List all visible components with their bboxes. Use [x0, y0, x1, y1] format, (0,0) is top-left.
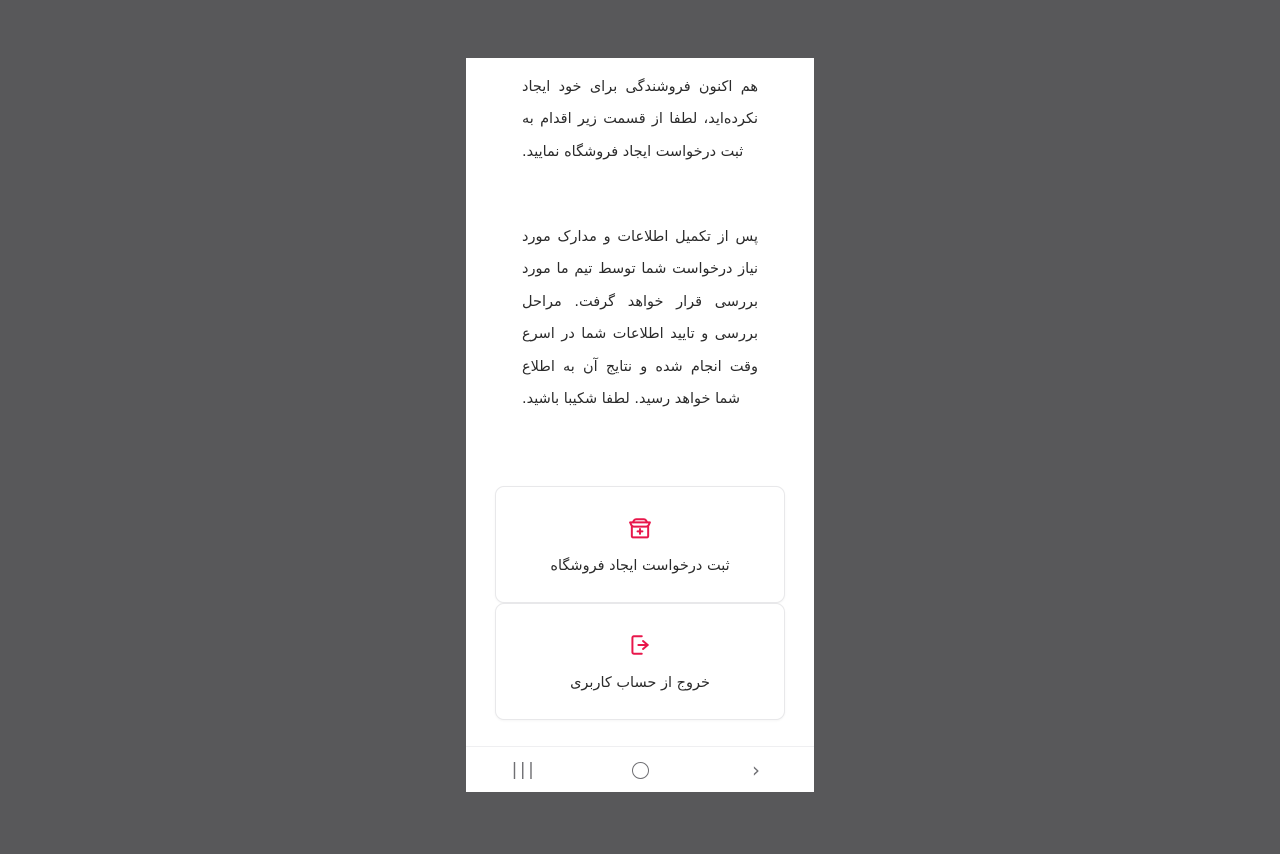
info-paragraph-review-process: پس از تکمیل اطلاعات و مدارک مورد نیاز درخواست شما توسط تیم ما مورد بررسی قرار خواهد گرفت. مراحل بررسی و تایید اطلاعات شما در اسرع وقت انجام شده و نتایج آن به اطلاع شما خواهد رسید. لطفا شکیبا باشید.: [522, 228, 758, 407]
android-navigation-bar: [466, 746, 814, 792]
recents-icon: |||: [511, 760, 537, 780]
back-button[interactable]: [729, 747, 783, 792]
create-shop-request-label: ثبت درخواست ایجاد فروشگاه: [550, 558, 730, 574]
logout-card[interactable]: [495, 603, 785, 720]
phone-screen: [466, 58, 814, 792]
home-icon: [632, 762, 649, 779]
back-icon: ›: [752, 758, 760, 782]
store-add-icon: [625, 513, 655, 543]
create-shop-request-card[interactable]: [495, 486, 785, 603]
logout-icon: [625, 630, 655, 660]
home-button[interactable]: [613, 747, 667, 792]
logout-label: خروج از حساب کاربری: [570, 675, 710, 691]
info-paragraph-no-shop: هم اکنون فروشندگی برای خود ایجاد نکرده‌اید، لطفا از قسمت زیر اقدام به ثبت درخواست ایجاد فروشگاه نمایید.: [522, 78, 758, 160]
recents-button[interactable]: [497, 747, 551, 792]
app-content: [466, 58, 814, 746]
